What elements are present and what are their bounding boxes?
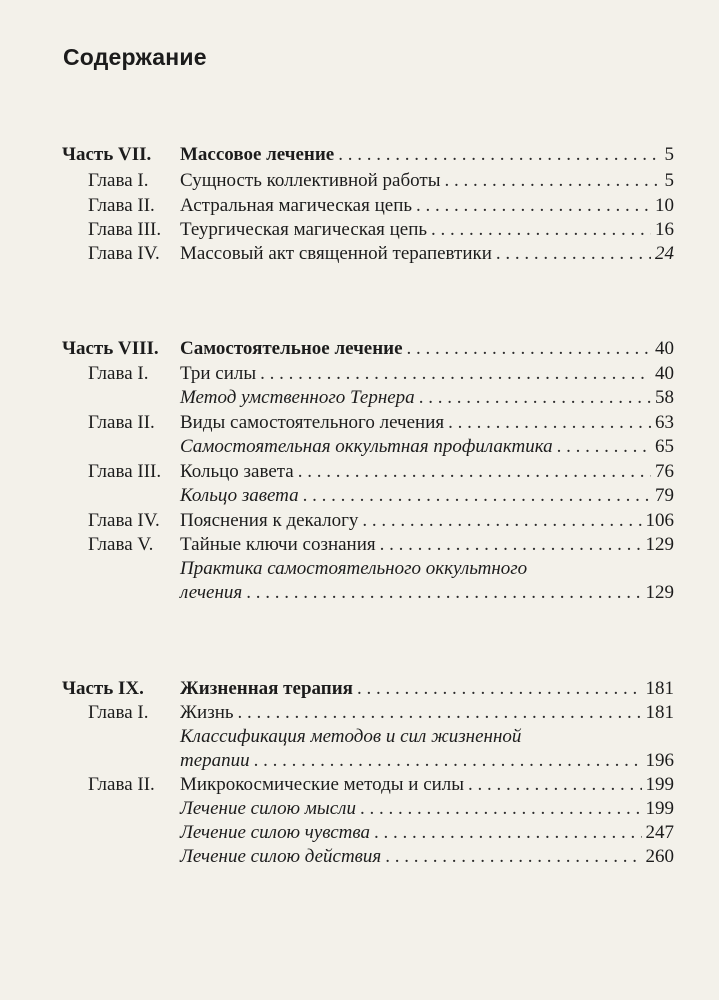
leader-dots — [557, 434, 651, 460]
leader-dots — [416, 193, 651, 219]
chapter-title: Микрокосмические методы и силы — [180, 774, 465, 795]
page-number: 10 — [655, 195, 674, 216]
toc-chapter — [62, 772, 674, 798]
leader-dots — [298, 459, 651, 485]
subsection-title: Лечение силою действия — [180, 846, 382, 867]
toc-chapter — [62, 700, 674, 726]
page-number: 247 — [645, 822, 674, 843]
toc-chapter — [62, 410, 674, 436]
chapter-label: Глава II. — [88, 774, 155, 795]
chapter-label: Глава IV. — [88, 243, 160, 264]
subsection-title-cont: терапии — [180, 750, 250, 771]
page-number: 196 — [645, 750, 674, 771]
leader-dots — [468, 772, 641, 798]
subsection-title: Классификация методов и сил жизненной — [180, 726, 522, 747]
toc-chapter — [62, 508, 674, 534]
toc-subsection — [62, 820, 674, 846]
leader-dots — [444, 168, 660, 194]
chapter-label: Глава III. — [88, 461, 162, 482]
leader-dots — [246, 580, 641, 606]
toc-subsection-line1 — [62, 724, 674, 750]
chapter-label: Глава II. — [88, 195, 155, 216]
toc-subsection — [62, 796, 674, 822]
chapter-title: Теургическая магическая цепь — [180, 219, 428, 240]
subsection-title: Кольцо завета — [180, 485, 299, 506]
page-number: 129 — [645, 534, 674, 555]
toc-subsection-line2 — [62, 580, 674, 606]
leader-dots — [385, 844, 641, 870]
part-label: Часть IX. — [62, 678, 144, 699]
leader-dots — [362, 508, 641, 534]
toc-subsection-line2 — [62, 748, 674, 774]
leader-dots — [419, 385, 651, 411]
page-number: 58 — [655, 387, 674, 408]
chapter-label: Глава I. — [88, 702, 149, 723]
subsection-title: Практика самостоятельного оккультного — [180, 558, 528, 579]
toc-chapter — [62, 361, 674, 387]
chapter-title: Сущность коллективной работы — [180, 170, 441, 191]
toc-chapter — [62, 193, 674, 219]
page-number: 181 — [645, 678, 674, 699]
subsection-title: Самостоятельная оккультная профилактика — [180, 436, 553, 457]
toc-chapter — [62, 217, 674, 243]
toc-part-9 — [62, 676, 674, 702]
toc-subsection — [62, 483, 674, 509]
page-title: Содержание — [63, 44, 207, 70]
toc-subsection-line1 — [62, 556, 674, 582]
page-number: 199 — [645, 774, 674, 795]
page-number: 76 — [655, 461, 674, 482]
page-number: 24 — [655, 243, 674, 264]
subsection-title: Лечение силою мысли — [180, 798, 356, 819]
part-heading: Массовое лечение — [180, 144, 335, 165]
toc-chapter — [62, 532, 674, 558]
toc-part-7 — [62, 142, 674, 168]
page-number: 129 — [645, 582, 674, 603]
page-number: 16 — [655, 219, 674, 240]
chapter-title: Пояснения к декалогу — [180, 510, 359, 531]
page-number: 65 — [655, 436, 674, 457]
part-label: Часть VIII. — [62, 338, 159, 359]
chapter-title: Жизнь — [180, 702, 234, 723]
part-heading: Жизненная терапия — [180, 678, 353, 699]
leader-dots — [338, 142, 660, 168]
leader-dots — [431, 217, 651, 243]
leader-dots — [360, 796, 642, 822]
leader-dots — [380, 532, 642, 558]
leader-dots — [254, 748, 642, 774]
part-label: Часть VII. — [62, 144, 152, 165]
toc-part-8 — [62, 336, 674, 362]
leader-dots — [374, 820, 641, 846]
page-number: 63 — [655, 412, 674, 433]
chapter-label: Глава III. — [88, 219, 162, 240]
page-number: 199 — [645, 798, 674, 819]
chapter-title: Виды самостоятельного лечения — [180, 412, 445, 433]
leader-dots — [303, 483, 651, 509]
leader-dots — [448, 410, 651, 436]
leader-dots — [407, 336, 651, 362]
page-number: 40 — [655, 338, 674, 359]
chapter-label: Глава II. — [88, 412, 155, 433]
part-heading: Самостоятельное лечение — [180, 338, 403, 359]
chapter-title: Три силы — [180, 363, 257, 384]
subsection-title: Метод умственного Тернера — [180, 387, 415, 408]
page-number: 5 — [664, 170, 674, 191]
chapter-title: Кольцо завета — [180, 461, 294, 482]
page-number: 40 — [655, 363, 674, 384]
page-number: 5 — [664, 144, 674, 165]
toc-chapter — [62, 459, 674, 485]
toc-subsection — [62, 844, 674, 870]
chapter-label: Глава IV. — [88, 510, 160, 531]
leader-dots — [357, 676, 642, 702]
page-number: 260 — [645, 846, 674, 867]
subsection-title-cont: лечения — [180, 582, 243, 603]
toc-chapter — [62, 168, 674, 194]
leader-dots — [238, 700, 642, 726]
page-number: 106 — [645, 510, 674, 531]
chapter-label: Глава V. — [88, 534, 154, 555]
chapter-title: Тайные ключи сознания — [180, 534, 376, 555]
toc-subsection — [62, 385, 674, 411]
chapter-title: Астральная магическая цепь — [180, 195, 413, 216]
toc-chapter — [62, 241, 674, 267]
page-number: 79 — [655, 485, 674, 506]
chapter-label: Глава I. — [88, 363, 149, 384]
page-number: 181 — [645, 702, 674, 723]
leader-dots — [496, 241, 651, 267]
chapter-title: Массовый акт священной терапевтики — [180, 243, 492, 264]
chapter-label: Глава I. — [88, 170, 149, 191]
subsection-title: Лечение силою чувства — [180, 822, 371, 843]
leader-dots — [260, 361, 651, 387]
toc-subsection — [62, 434, 674, 460]
